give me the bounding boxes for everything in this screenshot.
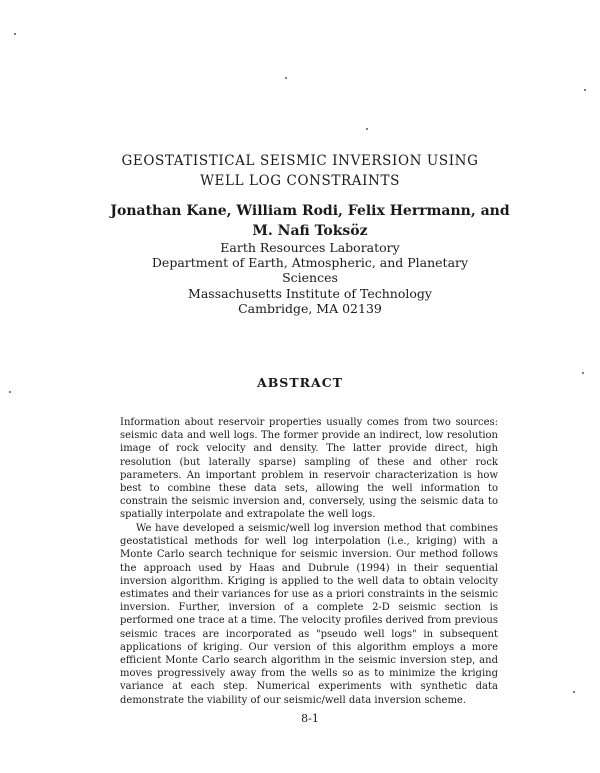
scan-speck (582, 372, 584, 374)
author-list (110, 201, 510, 241)
title-line-2: WELL LOG CONSTRAINTS (200, 173, 400, 189)
page-number: 8-1 (301, 712, 319, 725)
affiliation-department: Department of Earth, Atmospheric, and Planetary Sciences (151, 255, 469, 286)
abstract-heading: ABSTRACT (257, 375, 343, 390)
scan-speck (9, 391, 11, 393)
scan-speck (584, 89, 586, 91)
abstract-paragraph-2: We have developed a seismic/well log inversion method that combines geostatistical methods for well log interpolation (i.e., kriging) with a Monte Carlo search technique for seismic inversion. Our method follows the approach used by Haas and Dubrule (1994) in their sequential inversion algorithm. Kriging is applied to the well data to obtain velocity estimates and their variances for use as a priori constraints in the seismic inversion. Further, inversion of a complete 2-D seismic section is performed one trace at a time. The velocity profiles derived from previous seismic traces are incorporated as "pseudo well logs" in subsequent applications of kriging. Our version of this algorithm employs a more efficient Monte Carlo search algorithm in the seismic inversion step, and moves progressively away from the wells so as to minimize the kriging variance at each step. Numerical experiments with synthetic data demonstrate the viability of our seismic/well data inversion scheme. (120, 523, 498, 706)
scan-speck (573, 691, 575, 693)
scan-speck (285, 77, 287, 79)
abstract-paragraph-1: Information about reservoir properties usually comes from two sources: seismic data and well logs. The former provide an indirect, low resolution image of rock velocity and density. The latter provide direct, high resolution (but laterally sparse) sampling of these and other rock parameters. An important problem in reservoir characterization is how best to combine these data sets, allowing the well information to constrain the seismic inversion and, conversely, using the seismic data to spatially interpolate and extrapolate the well logs. (120, 417, 498, 521)
affiliation-address: Cambridge, MA 02139 (238, 300, 382, 316)
title-line-1: GEOSTATISTICAL SEISMIC INVERSION USING (121, 153, 479, 169)
affiliation-lab: Earth Resources Laboratory (220, 240, 400, 255)
paper-title (100, 151, 500, 191)
affiliation-institute: Massachusetts Institute of Technology (188, 285, 432, 301)
scan-speck (14, 33, 16, 35)
authors-line-2: M. Nafi Toksöz (252, 223, 368, 239)
affiliation (130, 240, 490, 316)
scan-speck (366, 128, 368, 130)
authors-line-1: Jonathan Kane, William Rodi, Felix Herrmann, and (110, 203, 510, 219)
